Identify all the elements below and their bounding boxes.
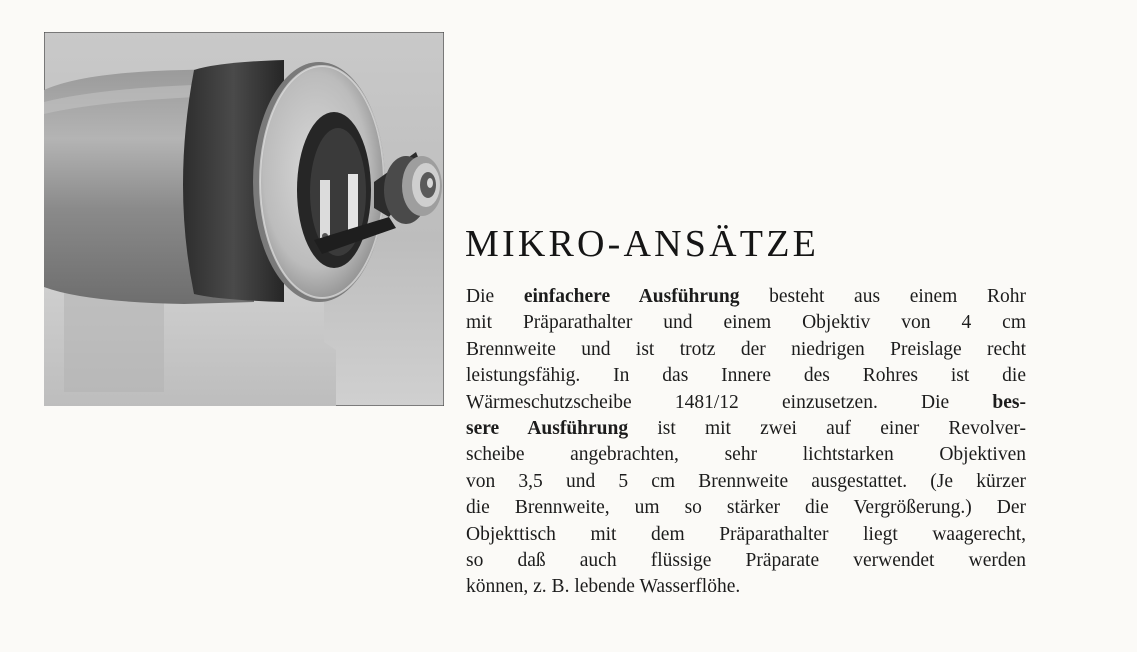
text-line: Wärmeschutzscheibe 1481/12 einzusetzen. Die bes-: [466, 391, 1026, 413]
emphasis-better-version-end: sere Ausführung: [466, 418, 629, 440]
description-paragraph: [466, 284, 1026, 601]
micro-attachment-illustration: [44, 32, 444, 406]
text-line: leistungsfähig. In das Innere des Rohres ist die: [466, 365, 1026, 387]
text-line: sere Ausführung ist mit zwei auf einer Revolver-: [466, 418, 1026, 440]
emphasis-simple-version: einfachere Ausführung: [523, 286, 740, 307]
text-line: Objekttisch mit dem Präparathalter liegt waagerecht,: [466, 523, 1026, 545]
text-line: können, z. B. lebende Wasserflöhe.: [466, 576, 741, 598]
text-line: Die einfachere Ausführung besteht aus einem Rohr: [466, 286, 1027, 307]
emphasis-better-version-start: bes-: [992, 391, 1026, 413]
text-line: die Brennweite, um so stärker die Vergrößerung.) Der: [466, 497, 1026, 519]
text-line: von 3,5 und 5 cm Brennweite ausgestattet. (Je kürzer: [466, 470, 1026, 492]
text-line: so daß auch flüssige Präparate verwendet werden: [466, 550, 1026, 572]
section-heading: MIKRO-ANSÄTZE: [465, 223, 820, 265]
text-line: Brennweite und ist trotz der niedrigen Preislage recht: [466, 338, 1026, 360]
text-line: mit Präparathalter und einem Objektiv von 4 cm: [466, 312, 1026, 334]
text-line: scheibe angebrachten, sehr lichtstarken Objektiven: [466, 444, 1026, 466]
specimen-clip-left: [320, 180, 330, 242]
product-photo: [44, 32, 444, 406]
